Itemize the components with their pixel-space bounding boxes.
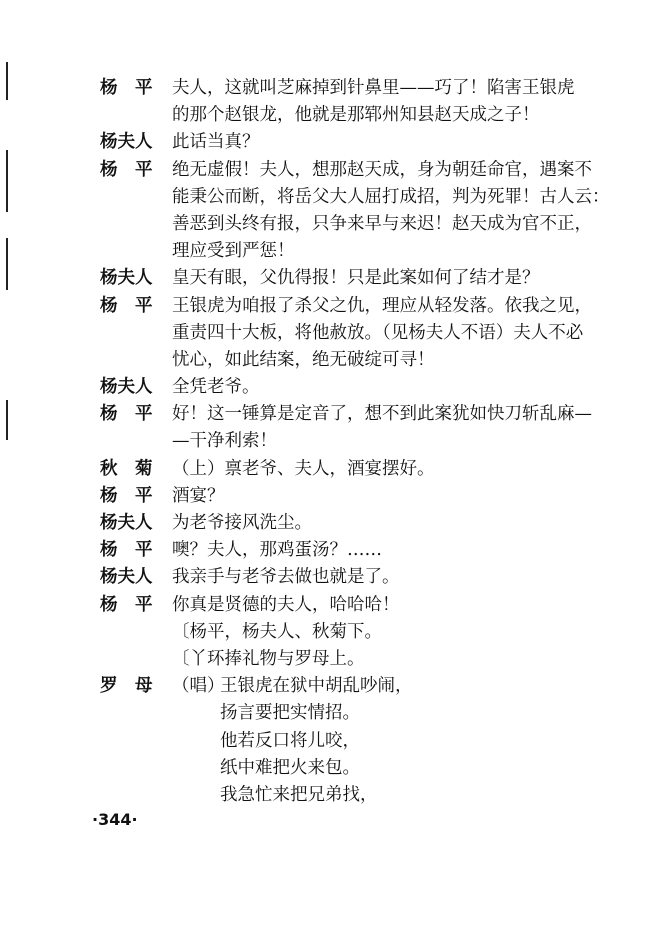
dialogue-line: [0, 428, 655, 455]
dialogue-line: [0, 592, 655, 619]
play-script: [0, 75, 655, 809]
dialogue-line: [0, 293, 655, 320]
song-line-row: [0, 755, 655, 782]
dialogue-line: [0, 184, 655, 211]
song-line: 王银虎在狱中胡乱吵闹，: [220, 676, 413, 697]
speech-line: 王银虎为咱报了杀父之仇，理应从轻发落。依我之见，: [172, 295, 592, 316]
speaker-name: 杨 平: [100, 295, 153, 316]
dialogue-line: [0, 129, 655, 156]
speaker-name: 杨夫人: [100, 268, 153, 289]
song-line-row: [0, 673, 655, 700]
speech-line: 能秉公而断，将岳父大人屈打成招，判为死罪！古人云：: [172, 186, 610, 207]
speech-line: 全凭老爷。: [172, 377, 260, 398]
speech-line: 噢？夫人，那鸡蛋汤？……: [172, 540, 382, 561]
stage-direction: 〔杨平，杨夫人、秋菊下。: [172, 621, 382, 642]
speech-line: 好！这一锤算是定音了，想不到此案犹如快刀斩乱麻—: [172, 404, 592, 425]
dialogue-line: [0, 211, 655, 238]
page-number: ·344·: [92, 810, 138, 829]
speaker-name: 杨夫人: [100, 377, 153, 398]
speech-line: 你真是贤德的夫人，哈哈哈！: [172, 594, 400, 615]
speaker-name: 杨 平: [100, 485, 153, 506]
dialogue-line: [0, 320, 655, 347]
dialogue-line: [0, 401, 655, 428]
speaker-name: 罗 母: [100, 676, 153, 697]
dialogue-line: [0, 75, 655, 102]
speech-line: 为老爷接风洗尘。: [172, 513, 312, 533]
dialogue-line: [0, 456, 655, 483]
stage-direction: 〔丫环捧礼物与罗母上。: [172, 648, 365, 669]
speech-line: 善恶到头终有报，只争来早与来迟！赵天成为官不正，: [172, 213, 592, 234]
song-line-row: [0, 728, 655, 755]
dialogue-line: [0, 238, 655, 265]
dialogue-line: [0, 483, 655, 510]
speaker-name: 杨夫人: [100, 567, 153, 588]
dialogue-line: [0, 157, 655, 184]
stage-direction-line: [0, 646, 655, 673]
song-line: 扬言要把实情招。: [220, 703, 360, 724]
dialogue-line: [0, 347, 655, 374]
speech-line: 的那个赵银龙，他就是那郓州知县赵天成之子！: [172, 105, 540, 126]
speech-line: 此话当真？: [172, 132, 260, 153]
speech-line: 酒宴？: [172, 485, 225, 506]
speaker-name: 杨 平: [100, 594, 153, 615]
song-cue: （唱）: [172, 676, 225, 697]
speech-line: 夫人，这就叫芝麻掉到针鼻里——巧了！陷害王银虎: [172, 78, 575, 98]
speech-line: 我亲手与老爷去做也就是了。: [172, 567, 400, 588]
speech-line: 皇天有眼，父仇得报！只是此案如何了结才是？: [172, 268, 540, 289]
speech-line: 绝无虚假！夫人，想那赵天成，身为朝廷命官，遇案不: [172, 159, 592, 180]
song-line-row: [0, 782, 655, 809]
speaker-name: 杨 平: [100, 159, 153, 180]
dialogue-line: [0, 102, 655, 129]
song-line: 他若反口将儿咬，: [220, 730, 360, 751]
speaker-name: 秋 菊: [100, 458, 153, 479]
stage-direction-line: [0, 619, 655, 646]
speech-line: 理应受到严惩！: [172, 241, 295, 262]
speaker-name: 杨夫人: [100, 513, 153, 533]
speech-line: 忧心，如此结案，绝无破绽可寻！: [172, 349, 435, 370]
speech-line: （上）禀老爷、夫人，酒宴摆好。: [172, 458, 435, 479]
dialogue-line: [0, 564, 655, 591]
song-line: 纸中难把火来包。: [220, 757, 360, 778]
speaker-name: 杨 平: [100, 540, 153, 561]
song-line: 我急忙来把兄弟找，: [220, 784, 378, 805]
dialogue-line: [0, 265, 655, 292]
speaker-name: 杨夫人: [100, 132, 153, 153]
speaker-name: 杨 平: [100, 78, 153, 98]
speech-line: 重责四十大板，将他赦放。（见杨夫人不语）夫人不必: [172, 322, 584, 343]
speech-line: —干净利索！: [172, 431, 277, 452]
song-line-row: [0, 700, 655, 727]
dialogue-line: [0, 374, 655, 401]
dialogue-line: [0, 537, 655, 564]
dialogue-line: [0, 510, 655, 537]
speaker-name: 杨 平: [100, 404, 153, 425]
